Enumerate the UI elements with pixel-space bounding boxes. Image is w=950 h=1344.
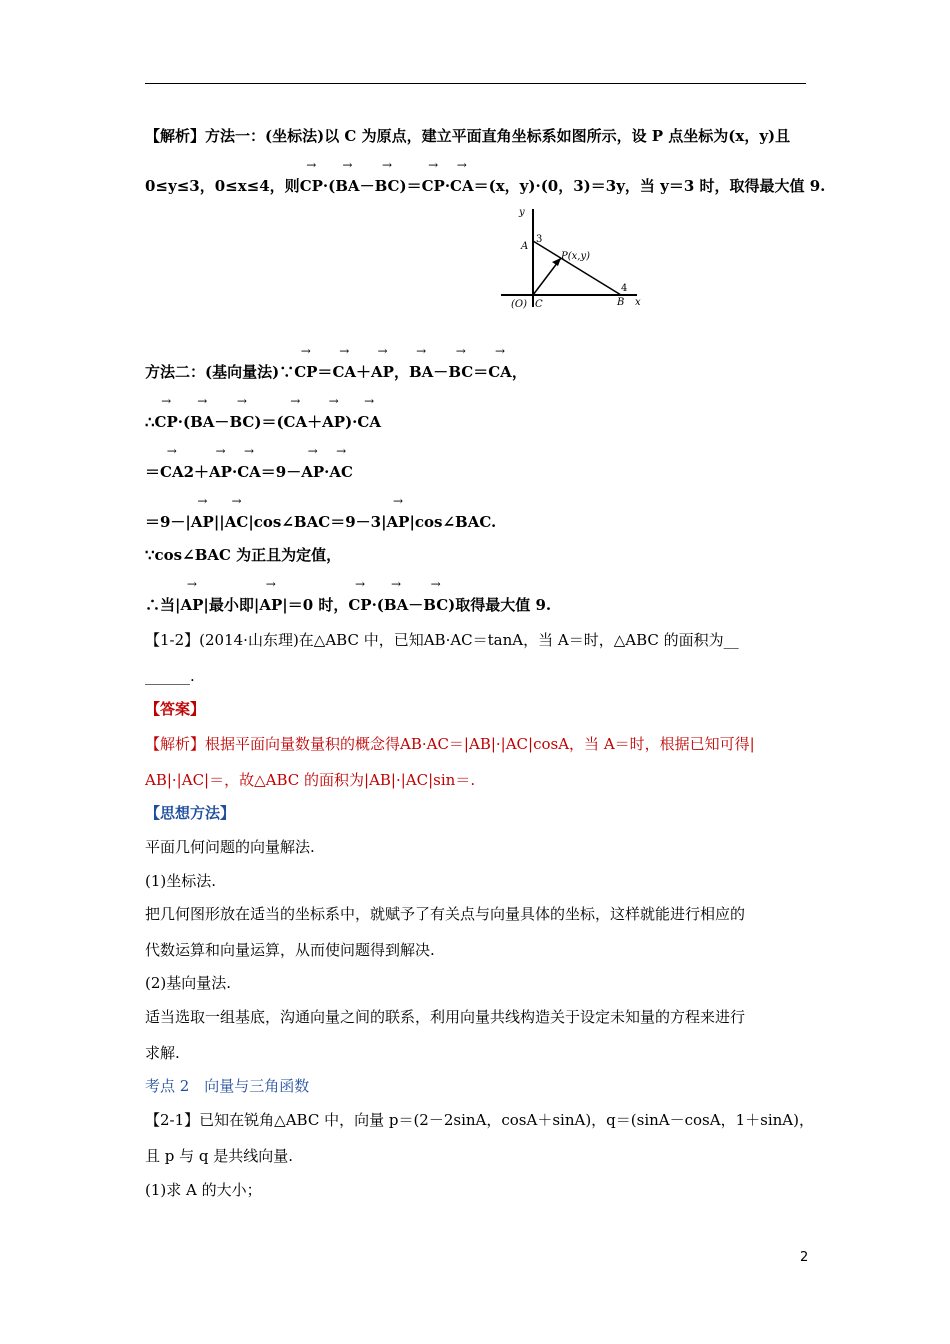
text-segment: 代数运算和向量运算，从而使问题得到解决. xyxy=(145,941,435,959)
vector-ba: → BA xyxy=(335,176,359,196)
vector-cp: → CP xyxy=(422,176,445,196)
text-segment: ， xyxy=(511,363,527,381)
text-segment: ＝9－| xyxy=(145,513,191,531)
text-segment: ＋ xyxy=(356,363,372,381)
vector-ap: → AP xyxy=(209,462,232,482)
text-segment: 【思想方法】 xyxy=(145,804,236,822)
problem-2-1-line3 xyxy=(145,1180,262,1200)
point-b-label: B xyxy=(617,297,625,308)
problem-2-1-line1 xyxy=(145,1110,814,1130)
thinking-line3 xyxy=(145,904,745,924)
text-segment: |cos∠BAC. xyxy=(409,513,497,531)
answer-analysis-line1 xyxy=(145,734,755,754)
text-segment: 平面几何问题的向量解法. xyxy=(145,838,315,856)
y-axis-label: y xyxy=(519,207,525,218)
vector-ba: → BA xyxy=(190,412,214,432)
text-segment: || xyxy=(213,513,225,531)
text-segment: ·( xyxy=(371,596,384,614)
method2-line3 xyxy=(145,462,353,482)
text-segment: · xyxy=(444,177,451,195)
vector-bc: → BC xyxy=(448,362,473,382)
text-segment: 【解析】根据平面向量数量积的概念得AB·AC＝|AB|·|AC|cosA，当 A＝时，根据已知可得| xyxy=(145,735,755,753)
vector-ca: → CA xyxy=(450,176,474,196)
text-segment: |cos∠BAC＝9－3| xyxy=(248,513,387,531)
vector-bc: → BC xyxy=(375,176,400,196)
thinking-line1 xyxy=(145,837,315,857)
vector-ba: → BA xyxy=(384,595,408,615)
vector-ap: → AP xyxy=(191,512,214,532)
method2-line2 xyxy=(145,412,381,432)
page-number: 2 xyxy=(800,1250,809,1265)
text-segment: ＝ xyxy=(473,363,489,381)
vector-cp: → CP xyxy=(294,362,317,382)
text-segment: |最小即| xyxy=(203,596,260,614)
text-segment: － xyxy=(214,413,230,431)
text-segment: ∴ xyxy=(145,413,155,431)
text-segment: 求解. xyxy=(145,1044,180,1062)
vector-ca: → CA xyxy=(357,412,381,432)
text-segment: 2＋ xyxy=(183,463,210,481)
text-segment: ＋ xyxy=(307,413,323,431)
method2-line4 xyxy=(145,512,496,532)
answer-label xyxy=(145,699,205,719)
vector-ap: → AP xyxy=(387,512,410,532)
method2-line6 xyxy=(145,595,551,615)
analysis-method1-line1 xyxy=(145,126,790,146)
text-segment: ·( xyxy=(177,413,191,431)
vector-ac: → AC xyxy=(329,462,353,482)
vector-ap: → AP xyxy=(301,462,324,482)
text-segment: － xyxy=(433,363,449,381)
text-segment: 【1-2】(2014·山东理)在△ABC 中，已知AB·AC＝tanA，当 A＝时，△ABC 的面积为__ xyxy=(145,631,739,649)
vector-ca: → CA xyxy=(284,412,308,432)
text-segment: ＝ xyxy=(145,463,161,481)
analysis-method1-line2 xyxy=(145,176,825,196)
text-segment: 适当选取一组基底，沟通向量之间的联系，利用向量共线构造关于设定未知量的方程来进行 xyxy=(145,1008,746,1026)
text-segment: ∵cos∠BAC 为正且为定值， xyxy=(145,546,342,564)
text-segment: － xyxy=(408,596,424,614)
vector-ca: → CA xyxy=(488,362,512,382)
thinking-line4 xyxy=(145,940,435,960)
vector-cp: → CP xyxy=(348,595,371,615)
point-c-label: C xyxy=(535,299,543,310)
text-segment: 考点 2 向量与三角函数 xyxy=(145,1077,310,1095)
text-segment: 且 p 与 q 是共线向量. xyxy=(145,1147,294,1165)
text-segment: 【解析】方法一：(坐标法)以 C 为原点，建立平面直角坐标系如图所示，设 P 点坐标为(x，y)且 xyxy=(145,127,791,145)
text-segment: ·( xyxy=(322,177,336,195)
vector-cp: → CP xyxy=(155,412,178,432)
text-segment: |＝0 时， xyxy=(282,596,349,614)
text-segment: · xyxy=(324,463,330,481)
text-segment: AB|·|AC|＝，故△ABC 的面积为|AB|·|AC|sin＝. xyxy=(145,771,476,789)
text-segment: 0≤y≤3，0≤x≤4，则 xyxy=(145,177,300,195)
section-2-title xyxy=(145,1076,309,1096)
problem-1-2-line1 xyxy=(145,630,739,650)
text-segment: (1)求 A 的大小； xyxy=(145,1181,262,1199)
text-segment: ， xyxy=(393,363,409,381)
arrowhead xyxy=(552,258,561,266)
text-segment: )· xyxy=(345,413,358,431)
vector-ca: → CA xyxy=(160,462,184,482)
text-segment: 把几何图形放在适当的坐标系中，就赋予了有关点与向量具体的坐标，这样就能进行相应的 xyxy=(145,905,746,923)
point-a-label: A xyxy=(521,241,529,252)
vector-ac: → AC xyxy=(225,512,249,532)
text-segment: ＝9－ xyxy=(260,463,302,481)
text-segment: 方法二：(基向量法)∵ xyxy=(145,363,295,381)
text-segment: ＝ xyxy=(317,363,333,381)
text-segment: · xyxy=(231,463,238,481)
vector-ap: → AP xyxy=(259,595,282,615)
header-rule xyxy=(145,83,806,84)
thinking-title xyxy=(145,803,235,823)
thinking-line5 xyxy=(145,973,231,993)
method2-line1 xyxy=(145,362,527,382)
text-segment: )取得最大值 9. xyxy=(448,596,552,614)
segment-ab xyxy=(533,241,621,295)
tick-3-label: 3 xyxy=(536,234,543,245)
text-segment: 【2-1】已知在锐角△ABC 中，向量 p＝(2－2sinA，cosA＋sinA)，q＝(sinA－cosA，1＋sinA)， xyxy=(145,1111,814,1129)
text-segment: ∴当| xyxy=(145,596,181,614)
vector-ap: → AP xyxy=(322,412,345,432)
text-segment: 【答案】 xyxy=(145,700,206,718)
thinking-line6 xyxy=(145,1007,745,1027)
tick-4-label: 4 xyxy=(621,283,628,294)
text-segment: (2)基向量法. xyxy=(145,974,232,992)
text-segment: )＝ xyxy=(399,177,422,195)
coordinate-figure xyxy=(497,203,645,313)
vector-cp: → CP xyxy=(300,176,323,196)
vector-ba: → BA xyxy=(409,362,433,382)
vector-ca: → CA xyxy=(237,462,261,482)
vector-ap: → AP xyxy=(180,595,203,615)
text-segment: － xyxy=(359,177,375,195)
text-segment: ＝(x，y)·(0，3)＝3y，当 y＝3 时，取得最大值 9. xyxy=(473,177,826,195)
vector-ap: → AP xyxy=(371,362,394,382)
text-segment: )＝( xyxy=(254,413,284,431)
text-segment: (1)坐标法. xyxy=(145,872,217,890)
thinking-line2 xyxy=(145,871,216,891)
problem-2-1-line2 xyxy=(145,1146,293,1166)
answer-analysis-line2 xyxy=(145,770,475,790)
vector-bc: → BC xyxy=(229,412,254,432)
method2-line5 xyxy=(145,545,341,565)
vector-ca: → CA xyxy=(332,362,356,382)
origin-label: (O) xyxy=(511,299,528,310)
x-axis-label: x xyxy=(635,297,641,308)
text-segment: ______. xyxy=(145,667,195,685)
problem-1-2-line2 xyxy=(145,666,195,686)
thinking-line7 xyxy=(145,1043,180,1063)
point-p-label: P(x,y) xyxy=(561,251,590,262)
vector-bc: → BC xyxy=(423,595,448,615)
